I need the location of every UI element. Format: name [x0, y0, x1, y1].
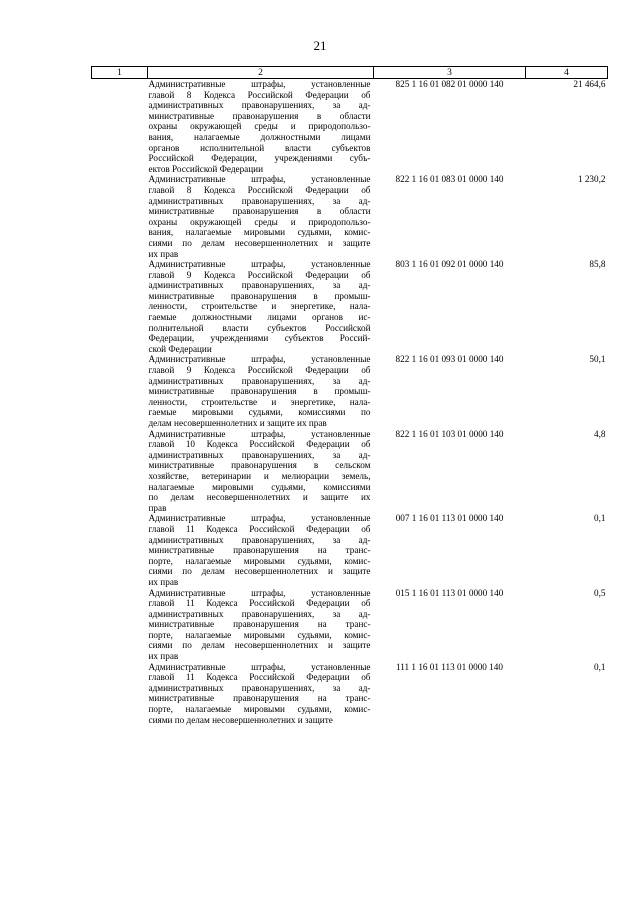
description-line: административных правонарушениях, за ад- — [148, 449, 371, 460]
description-line: охраны окружающей среды и природопользо- — [148, 216, 371, 227]
description-line: ской Федерации — [148, 343, 212, 354]
description-line: сиями по делам несовершеннолетних и защите — [148, 640, 371, 651]
description-line: административных правонарушениях, за ад- — [148, 682, 371, 693]
table-row — [92, 662, 608, 726]
description-line: вания, налагаемые мировыми судьями, комис- — [148, 227, 371, 238]
description-line: ектов Российской Федерации — [148, 163, 264, 174]
description-line: административных правонарушениях, за ад- — [148, 280, 371, 291]
description-cell — [148, 354, 374, 428]
description-line: их прав — [148, 651, 179, 662]
description-line: Административные штрафы, установленные — [148, 428, 371, 439]
amount-cell: 4,8 — [594, 428, 606, 439]
description-line: налагаемые мировыми судьями, комиссиями — [148, 481, 371, 492]
description-line: их прав — [148, 576, 179, 587]
table-row — [92, 429, 608, 514]
description-line: министративные правонарушения в области — [148, 110, 371, 121]
description-line: административных правонарушениях, за ад- — [148, 195, 371, 206]
table-row — [92, 588, 608, 662]
description-line: Административные штрафы, установленные — [148, 513, 371, 524]
description-line: главой 9 Кодекса Российской Федерации об — [148, 365, 371, 376]
page-number: 21 — [313, 38, 327, 53]
amount-cell: 0,1 — [594, 661, 606, 672]
description-line: главой 8 Кодекса Российской Федерации об — [148, 184, 371, 195]
amount-cell: 85,8 — [589, 259, 606, 270]
description-line: порте, налагаемые мировыми судьями, комис- — [148, 629, 371, 640]
row-number-cell — [92, 79, 148, 175]
budget-code-cell: 822 1 16 01 083 01 0000 140 — [395, 174, 504, 185]
table-row — [92, 513, 608, 587]
description-line: делам несовершеннолетних и защите их прав — [148, 418, 327, 428]
row-number-cell — [92, 513, 148, 587]
description-line: сиями по делам несовершеннолетних и защите — [148, 237, 371, 248]
budget-code-cell: 803 1 16 01 092 01 0000 140 — [395, 259, 504, 270]
header-row — [92, 67, 608, 79]
header-col-4: 4 — [526, 67, 608, 79]
description-line: полнительной власти субъектов Российской — [148, 322, 371, 333]
description-cell — [148, 429, 374, 514]
header-col-3: 3 — [374, 67, 526, 79]
budget-code-cell: 822 1 16 01 103 01 0000 140 — [395, 428, 504, 439]
description-line: Административные штрафы, установленные — [148, 259, 371, 270]
description-line: министративные правонарушения в промыш- — [148, 290, 371, 301]
amount-cell: 0,1 — [594, 513, 606, 524]
description-line: Административные штрафы, установленные — [148, 354, 371, 365]
description-line: министративные правонарушения в промыш- — [148, 386, 371, 397]
table-row — [92, 259, 608, 354]
description-line: министративные правонарушения на транс- — [148, 545, 371, 556]
description-line: ленности, строительстве и энергетике, нала- — [148, 301, 371, 312]
amount-cell: 0,5 — [594, 587, 606, 598]
description-line: главой 11 Кодекса Российской Федерации об — [148, 523, 371, 534]
description-line: министративные правонарушения на транс- — [148, 619, 371, 630]
table-row — [92, 79, 608, 175]
description-line: по делам несовершеннолетних и защите их — [148, 492, 371, 503]
description-line: административных правонарушениях, за ад- — [148, 608, 371, 619]
amount-cell: 50,1 — [589, 354, 606, 365]
header-col-2: 2 — [148, 67, 374, 79]
row-number-cell — [92, 354, 148, 428]
revenue-table — [91, 66, 608, 725]
description-line: административных правонарушениях, за ад- — [148, 375, 371, 386]
description-cell — [148, 259, 374, 354]
description-line: хозяйстве, ветеринарии и мелиорации земель, — [148, 470, 371, 481]
description-line: порте, налагаемые мировыми судьями, комис- — [148, 555, 371, 566]
description-line: Федерации, учреждениями субъектов Россий- — [148, 333, 371, 344]
table-row — [92, 354, 608, 428]
description-line: министративные правонарушения в области — [148, 206, 371, 217]
description-line: главой 11 Кодекса Российской Федерации об — [148, 672, 371, 683]
table-body — [92, 79, 608, 726]
description-line: главой 8 Кодекса Российской Федерации об — [148, 89, 371, 100]
budget-code-cell: 111 1 16 01 113 01 0000 140 — [396, 661, 503, 672]
description-cell — [148, 662, 374, 726]
table-header — [92, 67, 608, 79]
description-line: административных правонарушениях, за ад- — [148, 100, 371, 111]
description-cell — [148, 79, 374, 175]
budget-code-cell: 822 1 16 01 093 01 0000 140 — [395, 354, 504, 365]
budget-code-cell: 007 1 16 01 113 01 0000 140 — [395, 513, 504, 524]
description-line: охраны окружающей среды и природопользо- — [148, 121, 371, 132]
description-line: сиями по делам несовершеннолетних и защите — [148, 714, 333, 725]
description-line: порте, налагаемые мировыми судьями, комис- — [148, 704, 371, 715]
row-number-cell — [92, 174, 148, 259]
budget-code-cell: 825 1 16 01 082 01 0000 140 — [395, 79, 504, 89]
amount-cell: 21 464,6 — [573, 79, 606, 89]
header-col-1: 1 — [92, 67, 148, 79]
description-line: их прав — [148, 248, 179, 259]
description-line: Административные штрафы, установленные — [148, 79, 371, 89]
description-line: главой 9 Кодекса Российской Федерации об — [148, 269, 371, 280]
description-line: сиями по делам несовершеннолетних и защите — [148, 566, 371, 577]
row-number-cell — [92, 588, 148, 662]
description-line: Административные штрафы, установленные — [148, 174, 371, 185]
row-number-cell — [92, 429, 148, 514]
description-cell — [148, 588, 374, 662]
description-cell — [148, 174, 374, 259]
description-line: Российской Федерации, учреждениями субъ- — [148, 153, 371, 164]
description-line: органов исполнительной власти субъектов — [148, 142, 371, 153]
description-line: министративные правонарушения на транс- — [148, 693, 371, 704]
budget-code-cell: 015 1 16 01 113 01 0000 140 — [395, 587, 504, 598]
description-line: министративные правонарушения в сельском — [148, 460, 371, 471]
description-line: вания, налагаемые должностными лицами — [148, 131, 371, 142]
description-line: Административные штрафы, установленные — [148, 587, 371, 598]
description-line: ленности, строительстве и энергетике, нала- — [148, 396, 371, 407]
row-number-cell — [92, 662, 148, 726]
description-line: административных правонарушениях, за ад- — [148, 534, 371, 545]
description-line: главой 11 Кодекса Российской Федерации об — [148, 598, 371, 609]
description-line: главой 10 Кодекса Российской Федерации об — [148, 439, 371, 450]
row-number-cell — [92, 259, 148, 354]
description-cell — [148, 513, 374, 587]
description-line: гаемые должностными лицами органов ис- — [148, 312, 371, 323]
description-line: прав — [148, 502, 167, 513]
amount-cell: 1 230,2 — [577, 174, 606, 185]
description-line: Административные штрафы, установленные — [148, 661, 371, 672]
table-row — [92, 174, 608, 259]
description-line: гаемые мировыми судьями, комиссиями по — [148, 407, 371, 418]
